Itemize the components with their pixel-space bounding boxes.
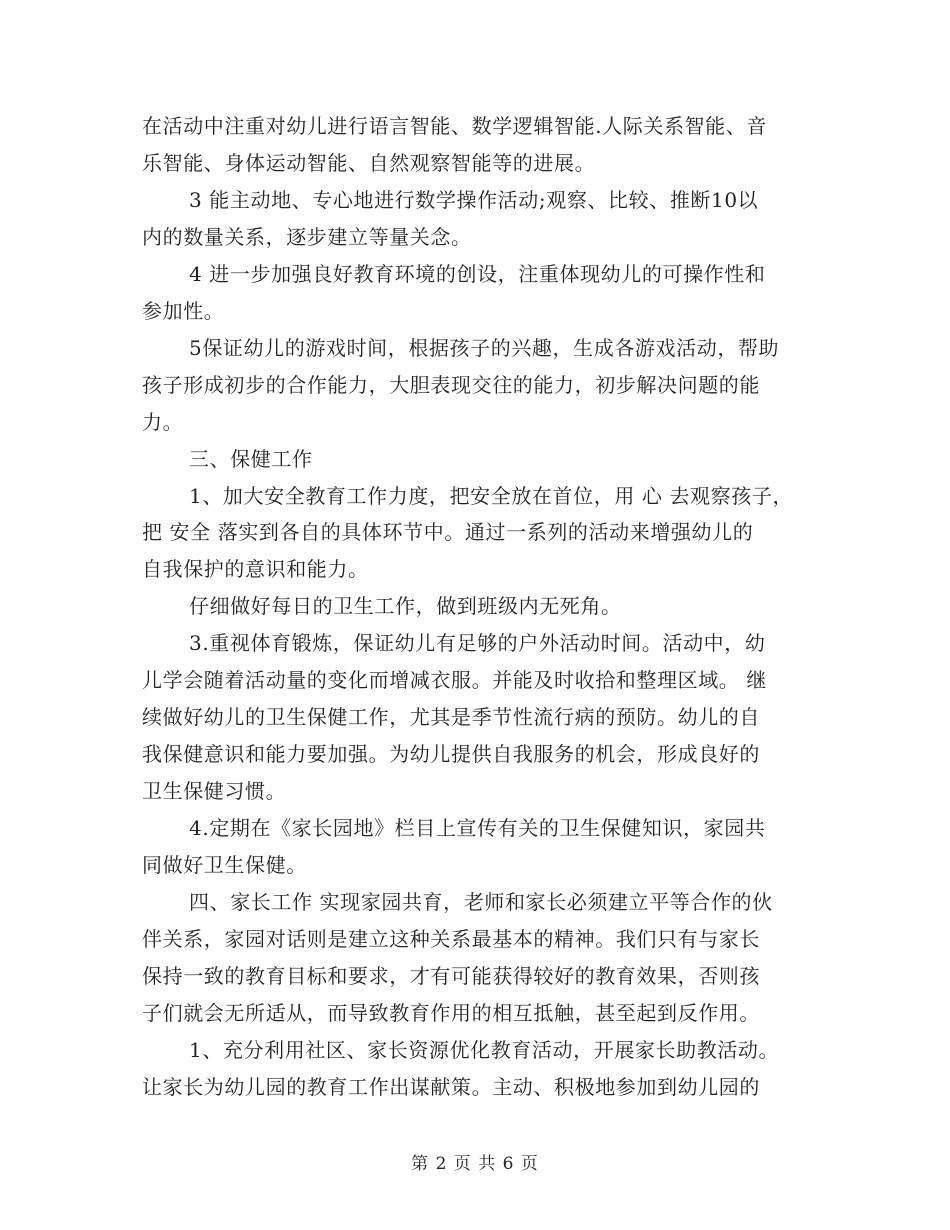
paragraph-line: 自我保护的意识和能力。 bbox=[142, 557, 369, 581]
paragraph-line: 内的数量关系，逐步建立等量关念。 bbox=[142, 225, 472, 249]
paragraph-first-line: 在活动中注重对幼儿进行语言智能、数学逻辑智能.人际关系智能、音 bbox=[142, 114, 767, 138]
paragraph-first-line: 仔细做好每日的卫生工作，做到班级内无死角。 bbox=[189, 594, 622, 618]
paragraph-first-line: 四、家长工作 实现家园共育，老师和家长必须建立平等合作的伙 bbox=[189, 890, 773, 914]
paragraph-first-line: 3.重视体育锻炼，保证幼儿有足够的户外活动时间。活动中，幼 bbox=[189, 631, 766, 655]
paragraph-line: 我保健意识和能力要加强。为幼儿提供自我服务的机会，形成良好的 bbox=[142, 742, 760, 766]
paragraph-line: 同做好卫生保健。 bbox=[142, 853, 307, 877]
paragraph-line: 卫生保健习惯。 bbox=[142, 779, 287, 803]
paragraph-line: 保持一致的教育目标和要求，才有可能获得较好的教育效果，否则孩 bbox=[142, 964, 760, 988]
paragraph-first-line: 4 进一步加强良好教育环境的创设，注重体现幼儿的可操作性和 bbox=[189, 262, 766, 286]
paragraph-line: 让家长为幼儿园的教育工作出谋献策。主动、积极地参加到幼儿园的 bbox=[142, 1075, 760, 1099]
paragraph-line: 乐智能、身体运动智能、自然观察智能等的进展。 bbox=[142, 151, 596, 175]
paragraph-line: 伴关系，家园对话则是建立这种关系最基本的精神。我们只有与家长 bbox=[142, 927, 760, 951]
paragraph-line: 子们就会无所适从，而导致教育作用的相互抵触，甚至起到反作用。 bbox=[142, 1001, 760, 1025]
paragraph-first-line: 1、充分利用社区、家长资源优化教育活动，开展家长助教活动。 bbox=[189, 1038, 780, 1062]
paragraph-first-line: 1、加大安全教育工作力度，把安全放在首位，用 心 去观察孩子， bbox=[189, 484, 794, 508]
paragraph-line: 儿学会随着活动量的变化而增减衣服。并能及时收拾和整理区域。 继 bbox=[142, 668, 767, 692]
paragraph-first-line: 3 能主动地、专心地进行数学操作活动;观察、比较、推断10以 bbox=[189, 188, 759, 212]
paragraph-line: 孩子形成初步的合作能力，大胆表现交往的能力，初步解决问题的能 bbox=[142, 373, 760, 397]
page-footer: 第 2 页 共 6 页 bbox=[411, 1154, 539, 1174]
paragraph-line: 参加性。 bbox=[142, 299, 225, 323]
paragraph-line: 续做好幼儿的卫生保健工作，尤其是季节性流行病的预防。幼儿的自 bbox=[142, 705, 760, 729]
paragraph-first-line: 三、保健工作 bbox=[189, 447, 313, 471]
paragraph-first-line: 5保证幼儿的游戏时间，根据孩子的兴趣，生成各游戏活动，帮助 bbox=[189, 336, 780, 360]
paragraph-first-line: 4.定期在《家长园地》栏目上宣传有关的卫生保健知识，家园共 bbox=[189, 816, 766, 840]
paragraph-line: 力。 bbox=[142, 410, 184, 434]
paragraph-line: 把 安全 落实到各自的具体环节中。通过一系列的活动来增强幼儿的 bbox=[142, 520, 754, 544]
